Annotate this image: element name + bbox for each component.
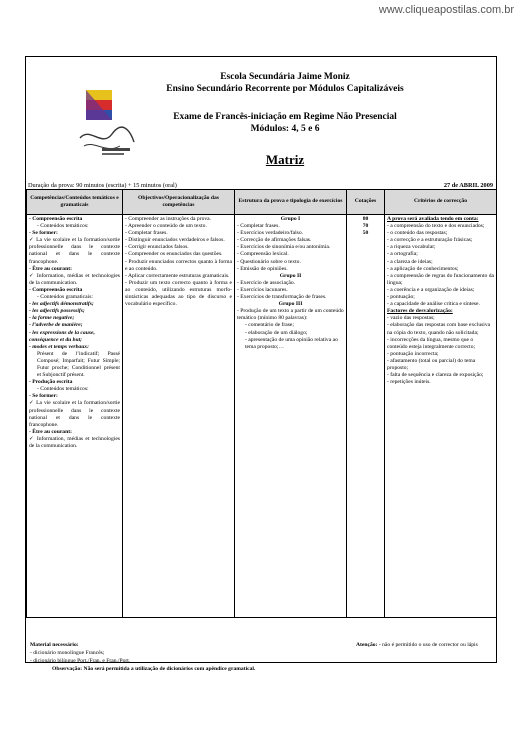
attention-text: - não é permitido o uso de corrector ou lápis [377, 642, 478, 648]
school-name: Escola Secundária Jaime Moniz [220, 72, 350, 82]
cell-line: - la forme negative; [29, 315, 75, 322]
cell-line: - pontuação; [387, 294, 415, 301]
cell-line: - a coerência e a organização de ideias; [387, 286, 475, 293]
cell-line: - a aplicação de conhecimentos; [387, 265, 459, 272]
cell-line: - Aplicar correctamente estruturas gramaticais. [125, 272, 230, 279]
table-row [27, 215, 497, 618]
column-header: Competências/Conteúdos temáticos e gramaticais [27, 190, 123, 215]
objectivos-cell [123, 215, 235, 618]
cell-line: - les adjectifs démonstratifs; [29, 301, 94, 308]
cell-line: - Completar frases. [237, 223, 280, 230]
cell-line: - Correcção de afirmações falsas. [237, 237, 312, 244]
cell-line: A prova será avaliada tendo em conta: [387, 216, 479, 222]
cell-line: - repetições inúteis. [387, 379, 431, 386]
cell-line: - Produção escrita [29, 379, 73, 386]
cell-line: - Questionário sobre o texto. [237, 258, 301, 265]
cell-line: - pontuação incorrecta; [387, 350, 439, 357]
cell-line: - Conteúdos temáticos: [37, 386, 89, 393]
cell-line: - Exercícios de sinonímia e/ou antonímia. [237, 244, 331, 251]
cell-line: - Completar frases. [125, 230, 168, 237]
criterios-cell [385, 215, 497, 618]
cell-line: Grupo III [278, 301, 303, 308]
exam-duration: Duração da prova: 90 minutos (escrita) + 15 minutos (oral) [28, 182, 177, 189]
cell-line: - comentário de frase; [245, 322, 294, 329]
cell-line: - o conteúdo das respostas; [387, 230, 448, 237]
cell-line: - a ortografia; [387, 251, 418, 258]
cell-line: - elaboração das respostas com base exclusiva na cópia do texto, quando não solicitada; [387, 322, 491, 336]
cell-line: - Produção de um texto a partir de um conteúdo temático (mínimo 80 palavras): [237, 308, 344, 322]
matrix-table [26, 189, 497, 618]
cell-line: Grupo I [280, 216, 301, 222]
cell-line: - les adjectifs possessifs; [29, 308, 85, 315]
cell-line: Grupo II [279, 272, 302, 279]
cell-line: - Conteúdos gramaticais: [37, 294, 93, 301]
observation-note: Observação: Não será permitida a utilização de dicionários com apêndice gramatical. [52, 666, 256, 672]
column-header: Critérios de correcção [385, 190, 497, 215]
cell-line: - Exercícios lacunares. [237, 286, 288, 293]
cell-line: - Se former: [29, 230, 58, 237]
material-title: Material necessário: [30, 642, 79, 648]
cell-line: Présent de l’indicatif; Passé Composé; Imparfait; Futur Simple; Futur proche; Conditionnel présent et Subjonctif présent. [37, 350, 120, 379]
cell-line: - elaboração de um diálogo; [245, 329, 308, 336]
cell-line: ✓ Information, médias et technologies de la communication. [29, 272, 120, 286]
cell-line: - falta de sequência e clareza de exposição; [387, 372, 484, 379]
cell-line: - Produzir enunciados correctos quanto à forma e ao conteúdo. [125, 258, 232, 272]
material-item: - dicionário monolíngue Francês; [30, 650, 105, 656]
school-logo [72, 86, 142, 160]
cell-line: Factores de desvalorização: [387, 308, 453, 315]
cell-line: - Conteúdos temáticos: [37, 223, 89, 230]
cell-line: - Corrigir enunciados falsos. [125, 244, 189, 251]
cell-line: - a correcção e a estruturação frásicas; [387, 237, 473, 244]
attention-label: Atenção: [356, 642, 378, 648]
column-header: Estrutura da prova e tipologia de exercícios [235, 190, 347, 215]
cell-line: - vazio das respostas; [387, 315, 435, 322]
estrutura-cell [235, 215, 347, 618]
cell-line: ✓ La vie scolaire et la formation/sortie professionnelle dans le contexte national et dans le contexte francophone. [29, 400, 120, 428]
cell-line: - Produzir um texto correcto quanto à forma e ao conteúdo, utilizando estruturas morfo-sintácticas adequadas ao tipo de discurso e vocabulário específico. [125, 279, 232, 308]
attention-note [356, 641, 478, 649]
cell-line: - a capacidade de análise crítica e síntese. [387, 301, 480, 308]
cell-line: - Compreensão escrita [29, 216, 83, 222]
cell-line: ✓ Information, médias et technologies de la communication. [29, 435, 120, 449]
cell-line: - Compreensão escrita [29, 286, 83, 293]
footer-notes [30, 641, 490, 673]
cell-line: 50 [362, 230, 369, 237]
cell-line: - Être au courant: [29, 265, 72, 272]
cell-line: ✓ La vie scolaire et la formation/sortie professionnelle dans le contexte national et dans le contexte francophone. [29, 237, 120, 265]
cell-line: - a compreensão de regras do funcionamento da língua; [387, 272, 495, 286]
page-title: Matriz [265, 152, 305, 167]
material-item: - dicionário bilíngue Port./Fran. e Fran./Port. [30, 658, 131, 664]
cell-line: - les expressions de la cause, conséquence et du but; [29, 329, 95, 343]
cell-line: - modes et temps verbaux: [29, 343, 89, 350]
cell-line: - incorrecções da língua, mesmo que o conteúdo esteja integralmente correcto; [387, 336, 476, 350]
exam-date: 27 de ABRIL 2009 [443, 182, 493, 189]
cell-line: - Compreender as instruções da prova. [125, 216, 212, 222]
program-name: Ensino Secundário Recorrente por Módulos Capitalizáveis [166, 84, 404, 94]
cell-line: - apresentação de uma opinião relativa ao tema proposto;… [245, 336, 338, 350]
cell-line: - Apreender o conteúdo de um texto. [125, 223, 207, 230]
column-header: Cotações [347, 190, 385, 215]
cell-line: - a clareza de ideias; [387, 258, 433, 265]
cell-line: - a compreensão do texto e dos enunciados; [387, 223, 485, 230]
cell-line: - Exercício de associação. [237, 279, 296, 286]
cell-line: - Se former: [29, 393, 58, 400]
cell-line: - Exercícios de transformação de frases. [237, 294, 327, 301]
cell-line: - Emissão de opiniões. [237, 265, 288, 272]
cell-line: - Distinguir enunciados verdadeiros e falsos. [125, 237, 225, 244]
cotacoes-cell [347, 215, 385, 618]
cell-line: - Être au courant: [29, 428, 72, 435]
competencias-cell [27, 215, 123, 618]
table-header-row [27, 190, 497, 215]
cell-line: 70 [362, 223, 369, 230]
column-header: Objectivos/Operacionalização das competências [123, 190, 235, 215]
cell-line: - a riqueza vocabular; [387, 244, 436, 251]
cell-line: - Compreender os enunciados das questões. [125, 251, 223, 258]
cell-line: - Exercícios verdadeiro/falso. [237, 230, 304, 237]
cell-line: 80 [362, 216, 369, 222]
cell-line: - l’adverbe de manière; [29, 322, 83, 329]
exam-name: Exame de Francês-iniciação em Regime Não Presencial [173, 112, 397, 122]
cell-line: - afastamento (total ou parcial) do tema proposto; [387, 357, 476, 371]
modules: Módulos: 4, 5 e 6 [250, 124, 320, 134]
site-url[interactable]: www.cliqueapostilas.com.br [378, 4, 514, 16]
cell-line: - Compreensão lexical. [237, 251, 289, 258]
